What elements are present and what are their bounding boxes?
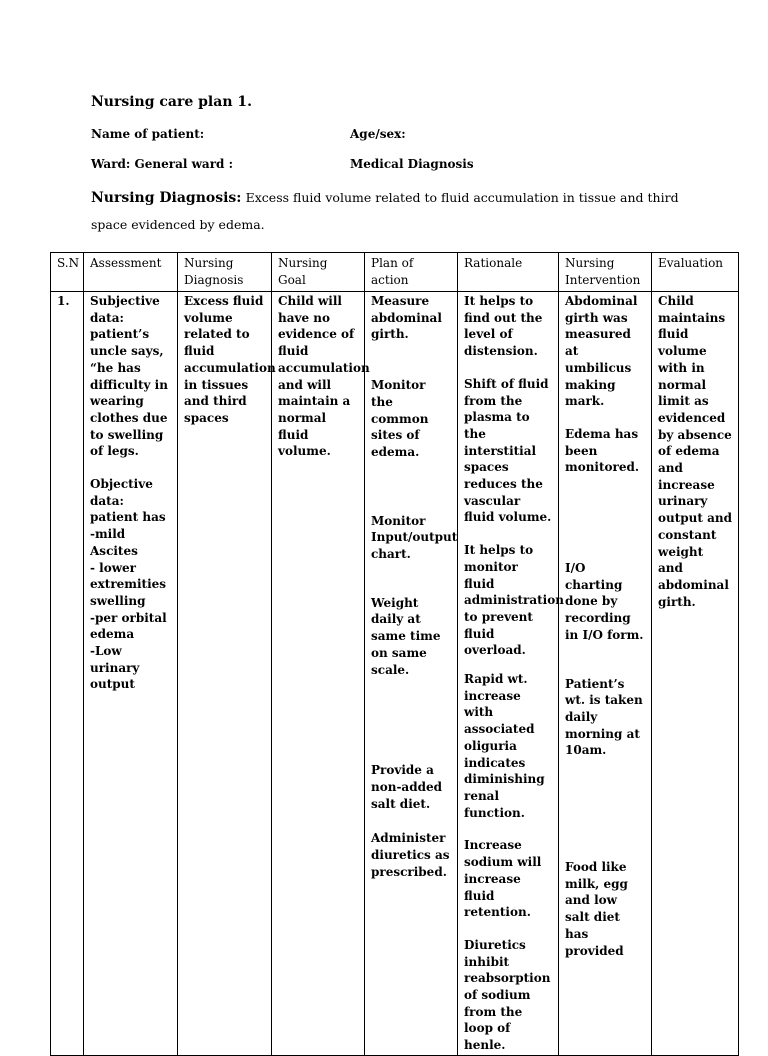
cell-nursing-diagnosis: Excess fluid volume related to fluid accumulation in tissues and third spaces	[178, 292, 272, 1056]
table-header-row	[51, 253, 739, 292]
plan-item: Provide a non-added salt diet.	[371, 763, 443, 811]
intervention-item: Edema has been monitored.	[565, 426, 640, 475]
header-nursing-intervention: Nursing Intervention	[559, 253, 652, 292]
age-sex-label: Age/sex:	[350, 127, 406, 141]
intervention-item: Abdominal girth was measured at umbilicus making mark.	[565, 294, 638, 409]
cell-nursing-intervention	[559, 292, 652, 1056]
cell-rationale	[458, 292, 564, 1056]
rationale-item: Rapid wt. increase with associated oliguria indicates diminishing renal function.	[464, 672, 545, 820]
header-nursing-diagnosis: Nursing Diagnosis	[178, 253, 272, 292]
header-rationale: Rationale	[458, 253, 559, 292]
ward-label: Ward: General ward :	[91, 157, 234, 171]
objective-item: -per orbital edema	[90, 610, 167, 642]
medical-diagnosis-label: Medical Diagnosis	[350, 157, 474, 171]
cell-sn: 1.	[51, 292, 84, 1056]
subjective-heading: Subjective data:	[90, 294, 160, 325]
care-plan-table	[50, 252, 739, 1056]
plan-item: Monitor Input/output chart.	[371, 513, 458, 562]
intervention-item: I/O charting done by recording in I/O form.	[565, 561, 644, 642]
cell-evaluation: Child maintains fluid volume with in normal limit as evidenced by absence of edema and increase urinary output and constant weight and abdominal girth.	[652, 292, 739, 1056]
cell-nursing-goal: Child will have no evidence of fluid accumulation and will maintain a normal fluid volume.	[272, 292, 365, 1056]
nursing-diagnosis-statement	[91, 185, 681, 239]
nursing-diagnosis-label: Nursing Diagnosis:	[91, 190, 242, 206]
header-nursing-goal: Nursing Goal	[272, 253, 365, 292]
plan-item: Administer diuretics as prescribed.	[371, 831, 450, 879]
objective-item: - lower extremities swelling	[90, 560, 167, 608]
header-assessment: Assessment	[84, 253, 178, 292]
cell-assessment	[84, 292, 178, 1056]
header-evaluation: Evaluation	[652, 253, 739, 292]
rationale-item: It helps to find out the level of distension.	[464, 294, 543, 359]
patient-name-label: Name of patient:	[91, 127, 205, 141]
table-row	[51, 292, 739, 1056]
intervention-item: Patient’s wt. is taken daily morning at 10am.	[565, 676, 643, 758]
plan-item: Weight daily at same time on same scale.	[371, 595, 441, 677]
rationale-item: Increase sodium will increase fluid retention.	[464, 838, 542, 920]
rationale-item: Diuretics inhibit reabsorption of sodium from the loop of henle.	[464, 937, 551, 1053]
objective-item: patient has	[90, 510, 166, 525]
objective-item: -mild Ascites	[90, 527, 138, 558]
cell-plan-of-action	[365, 292, 458, 1056]
nursing-diagnosis-text: Excess fluid volume related to fluid accumulation in tissue and third space evidenced by edema.	[91, 190, 679, 232]
plan-item: Monitor the common sites of edema.	[371, 378, 429, 459]
header-plan-of-action: Plan of action	[365, 253, 458, 292]
page-title: Nursing care plan 1.	[91, 94, 252, 110]
objective-heading: Objective data:	[90, 477, 153, 508]
rationale-item: It helps to monitor fluid administration to prevent fluid overload.	[464, 543, 564, 658]
plan-item: Measure abdominal girth.	[371, 294, 442, 342]
subjective-text: patient’s uncle says, “he has difficulty in wearing clothes due to swelling of legs.	[90, 327, 168, 459]
header-sn: S.N	[51, 253, 84, 292]
objective-item: -Low urinary output	[90, 644, 140, 692]
rationale-item: Shift of fluid from the plasma to the interstitial spaces reduces the vascular fluid volume.	[464, 376, 552, 525]
intervention-item: Food like milk, egg and low salt diet has provided	[565, 860, 628, 958]
